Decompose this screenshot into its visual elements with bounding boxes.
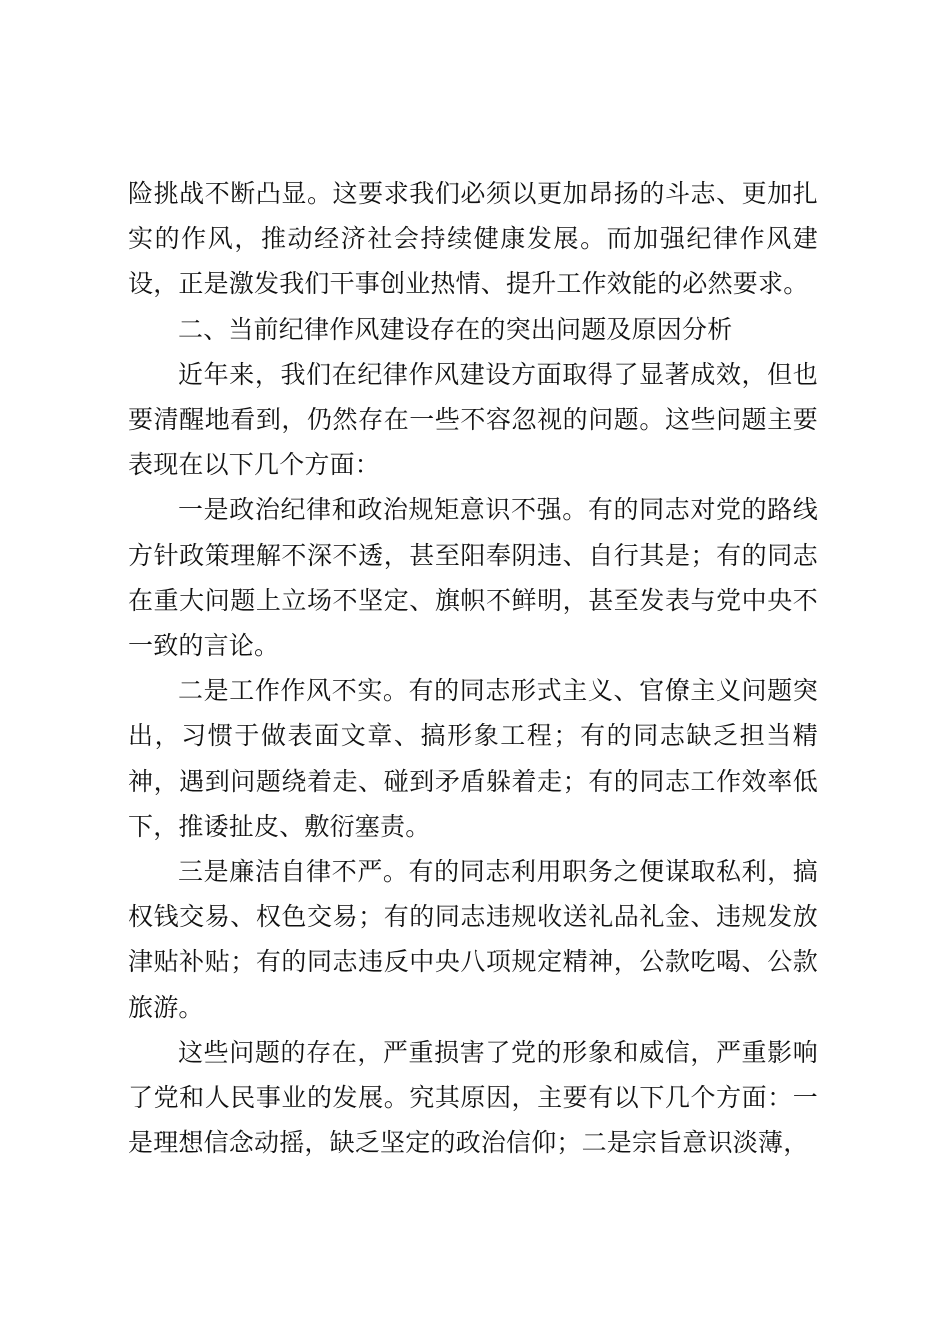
paragraph-continuation: 险挑战不断凸显。这要求我们必须以更加昂扬的斗志、更加扎实的作风，推动经济社会持续健康发展。而加强纪律作风建设，正是激发我们干事创业热情、提升工作效能的必然要求。 [128,179,818,299]
paragraph-point-one: 一是政治纪律和政治规矩意识不强。有的同志对党的路线方针政策理解不深不透，甚至阳奉阴违、自行其是；有的同志在重大问题上立场不坚定、旗帜不鲜明，甚至发表与党中央不一致的言论。 [128,495,818,661]
paragraph-intro: 近年来，我们在纪律作风建设方面取得了显著成效，但也要清醒地看到，仍然存在一些不容忽视的问题。这些问题主要表现在以下几个方面： [128,359,818,480]
paragraph-point-two: 二是工作作风不实。有的同志形式主义、官僚主义问题突出，习惯于做表面文章、搞形象工程；有的同志缺乏担当精神，遇到问题绕着走、碰到矛盾躲着走；有的同志工作效率低下，推诿扯皮、敷衍塞责。 [128,676,818,841]
paragraph-causes: 这些问题的存在，严重损害了党的形象和威信，严重影响了党和人民事业的发展。究其原因，主要有以下几个方面：一是理想信念动摇，缺乏坚定的政治信仰；二是宗旨意识淡薄， [128,1037,818,1158]
section-heading: 二、当前纪律作风建设存在的突出问题及原因分析 [178,314,733,344]
document-body [128,171,818,1165]
paragraph-point-three: 三是廉洁自律不严。有的同志利用职务之便谋取私利，搞权钱交易、权色交易；有的同志违规收送礼品礼金、违规发放津贴补贴；有的同志违反中央八项规定精神，公款吃喝、公款旅游。 [128,857,818,1022]
